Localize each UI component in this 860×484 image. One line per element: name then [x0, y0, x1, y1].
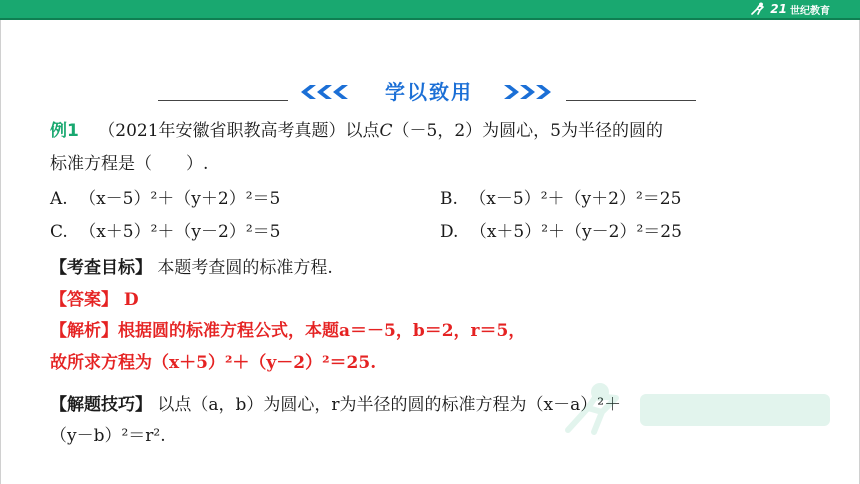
option-c[interactable] [50, 221, 281, 243]
example-label: 例1 [50, 121, 79, 141]
title-rule-right [566, 100, 696, 101]
example-stem-line1 [50, 120, 663, 142]
chevrons-right-icon [498, 84, 560, 100]
example-source: （2021年安徽省职教高考真题） [98, 121, 346, 141]
tip-line1 [50, 394, 621, 416]
option-c-letter: C. [50, 222, 68, 242]
example-stem-b: （－5，2）为圆心，5为半径的圆的 [392, 121, 663, 141]
brand-text: 世纪教育 [790, 5, 830, 17]
option-b-letter: B. [440, 189, 458, 209]
left-border [0, 20, 1, 484]
option-d-text: （x＋5）²＋（y－2）²＝25 [469, 222, 682, 242]
section-header [158, 76, 696, 106]
option-c-text: （x＋5）²＋（y－2）²＝5 [79, 222, 281, 242]
answer-label: 【答案】 [50, 290, 118, 310]
point-variable: C [379, 121, 393, 141]
option-d-letter: D. [440, 222, 459, 242]
goal-label: 【考查目标】 [50, 258, 152, 278]
tip-text-1: 以点（a，b）为圆心，r为半径的圆的标准方程为（x－a）²＋ [157, 395, 622, 415]
example-stem-line2: 标准方程是（ ）. [50, 154, 209, 174]
analysis-label: 【解析】 [50, 321, 118, 341]
top-banner [0, 0, 860, 18]
answer-value: D [123, 290, 139, 310]
analysis-text-1: 根据圆的标准方程公式，本题a＝－5，b＝2，r＝5， [118, 321, 526, 341]
option-b-text: （x－5）²＋（y＋2）²＝25 [469, 189, 682, 209]
title-rule-left [158, 100, 288, 101]
goal-line [50, 257, 333, 279]
tip-label: 【解题技巧】 [50, 395, 152, 415]
banner-underline [0, 18, 860, 20]
tip-line2: （y－b）²＝r². [50, 426, 166, 446]
brand-logo [749, 1, 830, 17]
chevrons-left-icon [296, 84, 358, 100]
watermark-logo [560, 380, 840, 440]
answer-line [50, 289, 139, 311]
example-stem-a: 以点 [345, 121, 380, 141]
option-d[interactable] [440, 221, 682, 243]
brand-number: 21 [770, 2, 787, 16]
analysis-line2: 故所求方程为（x＋5）²＋（y－2）²＝25. [50, 353, 377, 373]
option-a-letter: A. [50, 189, 68, 209]
option-a-text: （x－5）²＋（y＋2）²＝5 [79, 189, 281, 209]
section-title: 学以致用 [385, 80, 473, 104]
option-b[interactable] [440, 188, 681, 210]
option-a[interactable] [50, 188, 280, 210]
analysis-line1 [50, 320, 525, 342]
runner-icon [749, 2, 767, 16]
goal-text: 本题考查圆的标准方程. [157, 258, 333, 278]
